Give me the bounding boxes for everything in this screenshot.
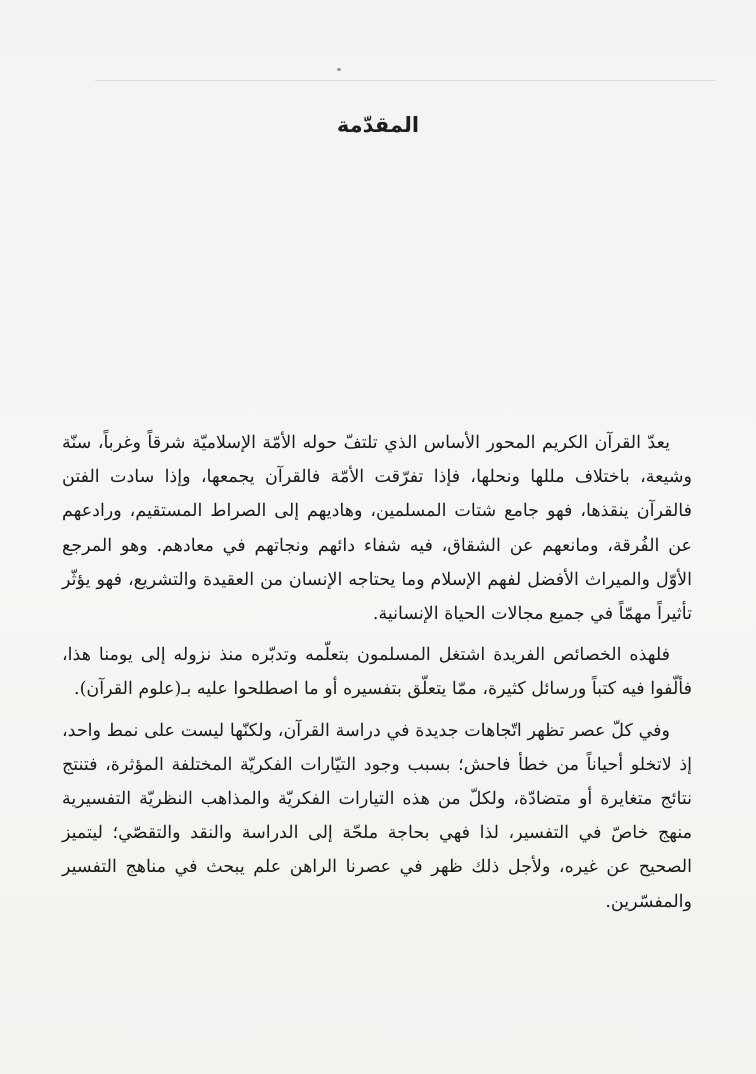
section-heading: المقدّمة xyxy=(336,113,420,137)
page-speck xyxy=(337,68,341,71)
paragraph-2: فلهذه الخصائص الفريدة اشتغل المسلمون بتعلّمه وتدبّره منذ نزوله إلى يومنا هذا، فألّفوا فيه كتباً ورسائل كثيرة، ممّا يتعلّق بتفسيره أو ما اصطلحوا عليه بـ(علوم القرآن). xyxy=(62,645,692,700)
bleed-through-rule xyxy=(95,80,716,81)
paragraph-1: يعدّ القرآن الكريم المحور الأساس الذي تلتفّ حوله الأمّة الإسلاميّة شرقاً وغرباً، سنّة وشيعة، باختلاف مللها ونحلها، فإذا تفرّقت الأمّة فالقرآن يجمعها، وإذا سادت الفتن فالقرآن ينقذها، فهو جامع شتات المسلمين، وهاديهم إلى الصراط المستقيم، ورادعهم عن الفُرقة، ومانعهم عن الشقاق، فيه شفاء دائهم ونجاتهم في معادهم. وهو المرجع الأوّل والميراث الأفضل لفهم الإسلام وما يحتاجه الإنسان من العقيدة والتشريع، فهو يؤثّر تأثيراً مهمّاً في جميع مجالات الحياة الإنسانية. xyxy=(62,433,692,625)
paragraph-3: وفي كلّ عصر تظهر اتّجاهات جديدة في دراسة القرآن، ولكنّها ليست على نمط واحد، إذ لاتخلو أحياناً من خطأ فاحش؛ بسبب وجود التيّارات الفكريّة المختلفة المؤثرة، فتنتج نتائج متغايرة أو متضادّة، ولكلّ من هذه التيارات الفكريّة والمذاهب النظريّة التفسيرية منهج خاصّ في التفسير، لذا فهي بحاجة ملحّة إلى الدراسة والنقد والتقصّي؛ ليتميز الصحيح عن غيره، ولأجل ذلك ظهر في عصرنا الراهن علم يبحث في مناهج التفسير والمفسّرين. xyxy=(62,720,692,912)
body-text xyxy=(62,426,692,926)
